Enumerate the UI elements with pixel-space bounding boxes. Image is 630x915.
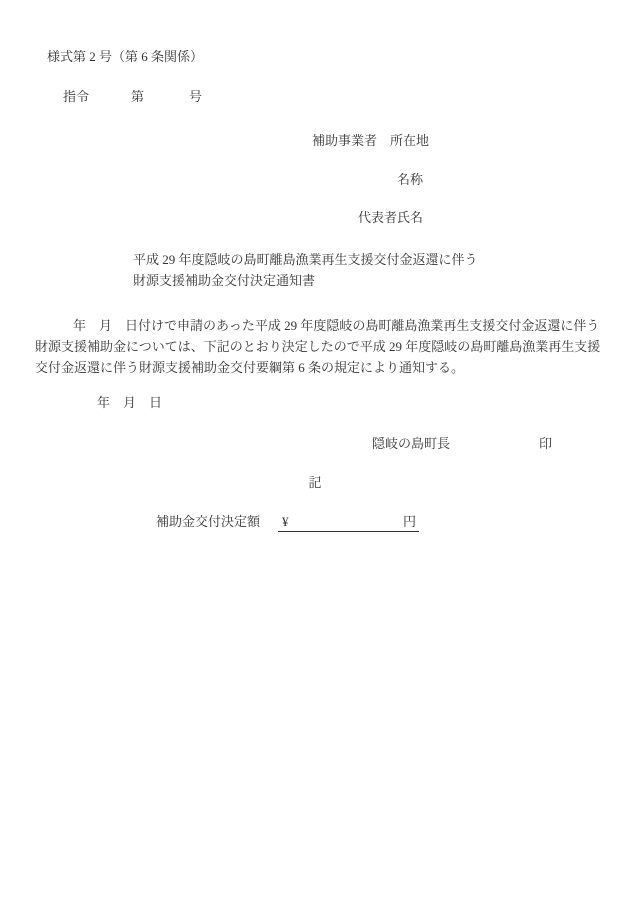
body-paragraph-line1: 年 月 日付けで申請のあった平成 29 年度隠岐の島町離島漁業再生支援交付金返還に伴う	[73, 318, 600, 333]
amount-unit: 円	[402, 514, 416, 529]
document-title	[133, 249, 478, 291]
amount-line	[156, 511, 419, 532]
directive-number-suffix: 号	[189, 89, 203, 104]
recipient-name-label: 名称	[397, 172, 424, 187]
currency-symbol: ¥	[282, 514, 289, 529]
document-title-line1: 平成 29 年度隠岐の島町離島漁業再生支援交付金返還に伴う	[133, 252, 478, 267]
directive-line	[63, 86, 202, 105]
signer-line	[372, 433, 552, 452]
directive-label: 指令	[63, 89, 90, 104]
ki-heading: 記	[308, 475, 322, 490]
recipient-representative-label: 代表者氏名	[358, 210, 424, 225]
amount-label: 補助金交付決定額	[156, 514, 261, 529]
seal-placeholder: 印	[539, 436, 553, 451]
amount-blank-field	[278, 511, 419, 532]
issue-date-line: 年 月 日	[97, 395, 163, 410]
body-paragraph-line3: 交付金返還に伴う財源支援補助金交付要綱第 6 条の規定により通知する。	[35, 360, 465, 375]
document-title-line2: 財源支援補助金交付決定通知書	[133, 273, 316, 288]
body-paragraph	[35, 315, 600, 378]
signer-title: 隠岐の島町長	[372, 436, 451, 451]
form-number: 様式第 2 号（第 6 条関係）	[47, 49, 204, 64]
body-paragraph-line2: 財源支援補助金については、下記のとおり決定したので平成 29 年度隠岐の島町離島漁業再生支援	[35, 339, 601, 354]
recipient-address-label: 補助事業者 所在地	[312, 133, 430, 148]
directive-number-prefix: 第	[131, 89, 145, 104]
